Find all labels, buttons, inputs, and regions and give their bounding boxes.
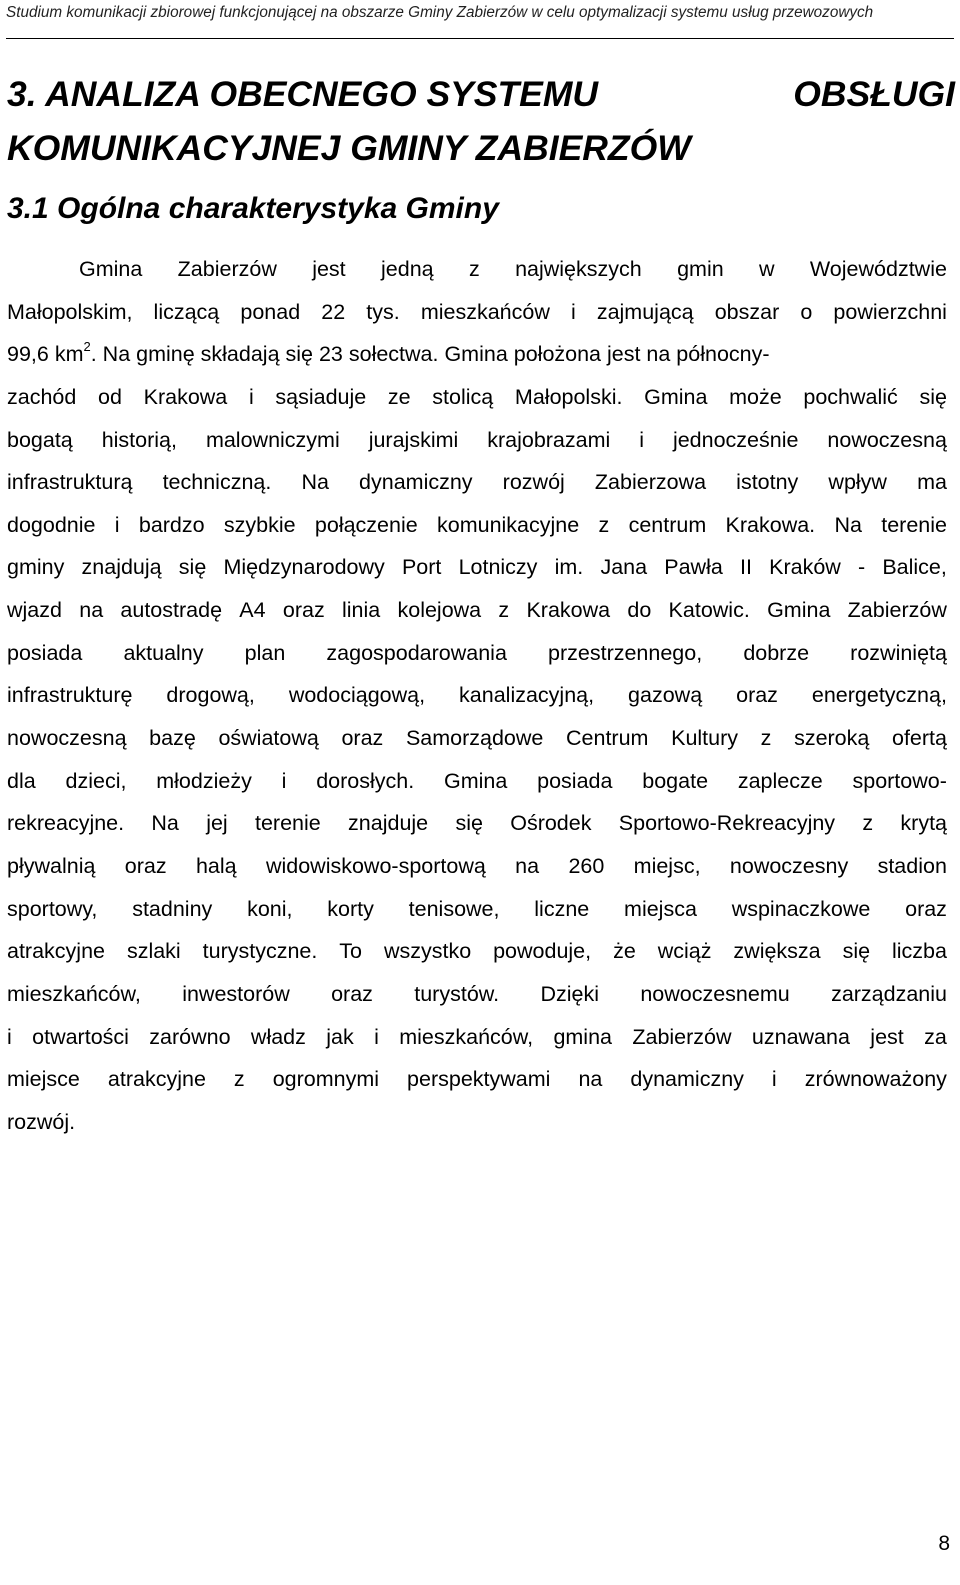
word: oraz bbox=[341, 726, 384, 751]
word: dorosłych. bbox=[316, 768, 415, 793]
paragraph-line bbox=[7, 973, 947, 1016]
word: otwartości bbox=[32, 1024, 129, 1049]
word: z bbox=[498, 598, 510, 623]
word: krytą bbox=[900, 811, 947, 836]
word: zrównoważony bbox=[804, 1067, 947, 1092]
word: z bbox=[598, 512, 610, 537]
word: Małopolski. bbox=[514, 384, 623, 409]
paragraph-line bbox=[7, 589, 947, 632]
word: przestrzennego, bbox=[548, 640, 703, 665]
paragraph-line bbox=[7, 1016, 947, 1059]
word: Małopolskim, bbox=[7, 299, 133, 324]
word: mieszkańców, bbox=[7, 981, 141, 1006]
paragraph-line bbox=[7, 1058, 947, 1101]
word: na bbox=[79, 598, 104, 623]
word: Gmina bbox=[767, 598, 831, 623]
chapter-heading bbox=[7, 67, 955, 175]
word: oraz bbox=[331, 981, 373, 1006]
word: Krakowa bbox=[143, 384, 228, 409]
word: perspektywami bbox=[407, 1067, 551, 1092]
word: i bbox=[281, 768, 287, 793]
paragraph-line bbox=[7, 632, 947, 675]
paragraph-line bbox=[7, 248, 947, 291]
word: nowoczesną bbox=[7, 726, 127, 751]
word: - bbox=[857, 555, 866, 580]
word: o bbox=[800, 299, 813, 324]
area-line-rest: . Na gminę składają się 23 sołectwa. Gmina położona jest na północny- bbox=[90, 342, 770, 367]
word: zagospodarowania bbox=[326, 640, 507, 665]
word: oraz bbox=[736, 683, 778, 708]
word: Zabierzowa bbox=[594, 470, 707, 495]
word: oświatową bbox=[218, 726, 319, 751]
word: połączenie bbox=[314, 512, 418, 537]
word: jednocześnie bbox=[672, 427, 799, 452]
word: uznawana bbox=[751, 1024, 850, 1049]
word: Lotniczy bbox=[458, 555, 538, 580]
word: władz bbox=[250, 1024, 306, 1049]
word: rozwój. bbox=[7, 1109, 76, 1134]
word: wspinaczkowe bbox=[731, 896, 871, 921]
area-value: 99,6 km bbox=[7, 342, 84, 367]
word: wpływ bbox=[828, 470, 887, 495]
word: jurajskimi bbox=[368, 427, 459, 452]
word: obszar bbox=[714, 299, 780, 324]
word: pochwalić bbox=[803, 384, 898, 409]
word: stadion bbox=[877, 853, 947, 878]
word: Sportowo-Rekreacyjny bbox=[618, 811, 836, 836]
word: aktualny bbox=[123, 640, 204, 665]
word: Zabierzów bbox=[632, 1024, 732, 1049]
word: Województwie bbox=[809, 257, 947, 281]
running-header: Studium komunikacji zbiorowej funkcjonującej na obszarze Gminy Zabierzów w celu optymalizacji systemu usług przewozowych bbox=[6, 4, 874, 21]
word: oraz bbox=[282, 598, 325, 623]
word: historią, bbox=[101, 427, 177, 452]
word: Port bbox=[401, 555, 442, 580]
word: że bbox=[613, 939, 636, 964]
word: nowoczesny bbox=[729, 853, 849, 878]
word: Pawła bbox=[664, 555, 723, 580]
word: Gmina bbox=[79, 257, 143, 281]
word: i bbox=[7, 1024, 12, 1049]
word: Krakowa. bbox=[725, 512, 816, 537]
word: 260 bbox=[568, 853, 605, 878]
paragraph-line bbox=[7, 376, 947, 419]
word: się bbox=[178, 555, 207, 580]
word: sportowy, bbox=[7, 896, 98, 921]
word: ogromnymi bbox=[272, 1067, 380, 1092]
word: zajmującą bbox=[596, 299, 694, 324]
word: gmin bbox=[677, 257, 724, 281]
word: atrakcyjne bbox=[7, 939, 105, 964]
paragraph-line bbox=[7, 802, 947, 845]
chapter-heading-line2: KOMUNIKACYJNEJ GMINY ZABIERZÓW bbox=[7, 128, 691, 168]
word: malowniczymi bbox=[205, 427, 340, 452]
word: krajobrazami bbox=[487, 427, 611, 452]
word: na bbox=[515, 853, 540, 878]
word: wszystko bbox=[383, 939, 472, 964]
paragraph-line bbox=[7, 845, 947, 888]
word: liczącą bbox=[153, 299, 220, 324]
paragraph-line bbox=[7, 930, 947, 973]
word: z bbox=[468, 257, 480, 281]
word: powoduje, bbox=[493, 939, 592, 964]
word: A4 bbox=[239, 598, 266, 623]
word: zarówno bbox=[149, 1024, 231, 1049]
word: im. bbox=[554, 555, 584, 580]
paragraph-line bbox=[7, 291, 947, 334]
word: ma bbox=[917, 470, 947, 495]
word: infrastrukturę bbox=[7, 683, 133, 708]
word: korty bbox=[327, 896, 374, 921]
word: bazę bbox=[149, 726, 196, 751]
word: tenisowe, bbox=[408, 896, 500, 921]
word: gazową bbox=[628, 683, 703, 708]
word: znajdują bbox=[81, 555, 162, 580]
word: i bbox=[771, 1067, 777, 1092]
word: sportowo- bbox=[852, 768, 947, 793]
word: Balice, bbox=[882, 555, 947, 580]
word: z bbox=[862, 811, 874, 836]
word: Kultury bbox=[671, 726, 739, 751]
chapter-heading-line1-left: 3. ANALIZA OBECNEGO SYSTEMU bbox=[7, 74, 599, 114]
word: wciąż bbox=[657, 939, 712, 964]
word: Zabierzów bbox=[177, 257, 277, 281]
word: największych bbox=[515, 257, 642, 281]
word: od bbox=[98, 384, 122, 409]
word: liczba bbox=[892, 939, 947, 964]
word: Centrum bbox=[566, 726, 649, 751]
word: stadniny bbox=[132, 896, 213, 921]
word: bogate bbox=[642, 768, 709, 793]
word: kanalizacyjną, bbox=[459, 683, 595, 708]
paragraph-line bbox=[7, 888, 947, 931]
word: miejsce bbox=[7, 1067, 80, 1092]
word: autostradę bbox=[120, 598, 223, 623]
word: Ośrodek bbox=[510, 811, 592, 836]
word: szybkie bbox=[223, 512, 296, 537]
word: za bbox=[924, 1024, 947, 1049]
word: Gmina bbox=[444, 768, 508, 793]
paragraph-line bbox=[7, 504, 947, 547]
word: komunikacyjne bbox=[437, 512, 580, 537]
word: energetyczną, bbox=[811, 683, 947, 708]
word: się bbox=[919, 384, 947, 409]
word: szeroką bbox=[794, 726, 870, 751]
word: Katowic. bbox=[668, 598, 750, 623]
word: istotny bbox=[736, 470, 799, 495]
word: Dzięki bbox=[540, 981, 599, 1006]
paragraph-line bbox=[7, 419, 947, 462]
word: linia bbox=[341, 598, 381, 623]
word: i bbox=[374, 1024, 379, 1049]
word: jej bbox=[206, 811, 228, 836]
word: jak bbox=[326, 1024, 354, 1049]
word: turystów. bbox=[414, 981, 500, 1006]
word: gminy bbox=[7, 555, 65, 580]
area-superscript: 2 bbox=[83, 339, 91, 355]
word: ponad bbox=[240, 299, 301, 324]
word: Na bbox=[834, 512, 862, 537]
paragraph-line bbox=[7, 333, 947, 376]
word: techniczną. bbox=[162, 470, 272, 495]
page-number: 8 bbox=[938, 1532, 950, 1555]
word: zarządzaniu bbox=[831, 981, 947, 1006]
paragraph-last-line bbox=[7, 1143, 947, 1186]
word: może bbox=[729, 384, 782, 409]
word: znajduje bbox=[348, 811, 429, 836]
word: i bbox=[248, 384, 254, 409]
word: 22 bbox=[321, 299, 346, 324]
header-divider bbox=[6, 38, 954, 39]
word: bogatą bbox=[7, 427, 73, 452]
word: szlaki bbox=[126, 939, 181, 964]
word: w bbox=[759, 257, 775, 281]
word: i bbox=[114, 512, 120, 537]
word: mieszkańców bbox=[420, 299, 550, 324]
word: na bbox=[578, 1067, 603, 1092]
word: mieszkańców, bbox=[399, 1024, 534, 1049]
paragraph-line bbox=[7, 461, 947, 504]
word: koni, bbox=[247, 896, 293, 921]
word: Kraków bbox=[769, 555, 841, 580]
word: z bbox=[233, 1067, 245, 1092]
word: sąsiaduje bbox=[275, 384, 367, 409]
word: ze bbox=[387, 384, 411, 409]
word: drogową, bbox=[166, 683, 255, 708]
paragraph-line bbox=[7, 674, 947, 717]
word: inwestorów bbox=[182, 981, 290, 1006]
word: ofertą bbox=[892, 726, 947, 751]
word: dla bbox=[7, 768, 36, 793]
paragraph-line bbox=[7, 546, 947, 589]
word: pływalnią bbox=[7, 853, 96, 878]
word: widowiskowo-sportową bbox=[265, 853, 486, 878]
word: wodociągową, bbox=[288, 683, 426, 708]
word: infrastrukturą bbox=[7, 470, 133, 495]
word: się bbox=[842, 939, 871, 964]
word: i bbox=[570, 299, 576, 324]
word: II bbox=[739, 555, 752, 580]
word: posiada bbox=[537, 768, 613, 793]
word: Jana bbox=[600, 555, 648, 580]
word: kolejowa bbox=[397, 598, 482, 623]
word: wjazd bbox=[7, 598, 62, 623]
word: się bbox=[455, 811, 483, 836]
word: miejsc, bbox=[633, 853, 701, 878]
word: terenie bbox=[255, 811, 321, 836]
word: nowoczesną bbox=[827, 427, 947, 452]
word: zwiększa bbox=[733, 939, 821, 964]
word: Samorządowe bbox=[405, 726, 544, 751]
word: i bbox=[639, 427, 645, 452]
word: stolicą bbox=[432, 384, 494, 409]
word: To bbox=[339, 939, 362, 964]
word: jest bbox=[312, 257, 346, 281]
word: powierzchni bbox=[833, 299, 947, 324]
paragraph-line bbox=[7, 1101, 947, 1144]
word: posiada bbox=[7, 640, 83, 665]
word: do bbox=[627, 598, 652, 623]
word: atrakcyjne bbox=[107, 1067, 206, 1092]
word: Gmina bbox=[644, 384, 708, 409]
word: Na bbox=[151, 811, 179, 836]
word: rekreacyjne. bbox=[7, 811, 125, 836]
word: terenie bbox=[881, 512, 947, 537]
paragraph-line bbox=[7, 717, 947, 760]
word: dynamiczny bbox=[630, 1067, 744, 1092]
word: jedną bbox=[381, 257, 434, 281]
word: zachód bbox=[7, 384, 77, 409]
word: tys. bbox=[366, 299, 400, 324]
word: oraz bbox=[124, 853, 167, 878]
chapter-heading-line1-right: OBSŁUGI bbox=[793, 74, 955, 114]
word: dogodnie bbox=[7, 512, 96, 537]
word: dynamiczny bbox=[359, 470, 473, 495]
word: rozwiniętą bbox=[850, 640, 947, 665]
word: nowoczesnemu bbox=[640, 981, 790, 1006]
word: liczne bbox=[534, 896, 590, 921]
word: Międzynarodowy bbox=[223, 555, 385, 580]
word: rozwój bbox=[502, 470, 565, 495]
word: jest bbox=[870, 1024, 904, 1049]
word: dzieci, bbox=[65, 768, 127, 793]
word: z bbox=[760, 726, 772, 751]
section-heading: 3.1 Ogólna charakterystyka Gminy bbox=[7, 192, 499, 225]
word: dobrze bbox=[743, 640, 810, 665]
body-paragraph bbox=[7, 248, 947, 1186]
word: gmina bbox=[553, 1024, 612, 1049]
word: miejsca bbox=[624, 896, 697, 921]
paragraph-line bbox=[7, 760, 947, 803]
word: Na bbox=[301, 470, 329, 495]
word: oraz bbox=[905, 896, 947, 921]
word: turystyczne. bbox=[202, 939, 318, 964]
word: Zabierzów bbox=[847, 598, 947, 623]
word: halą bbox=[195, 853, 237, 878]
word: zaplecze bbox=[737, 768, 823, 793]
word: plan bbox=[244, 640, 286, 665]
word: młodzieży bbox=[156, 768, 252, 793]
word: bardzo bbox=[138, 512, 205, 537]
word: centrum bbox=[628, 512, 707, 537]
word: Krakowa bbox=[526, 598, 611, 623]
